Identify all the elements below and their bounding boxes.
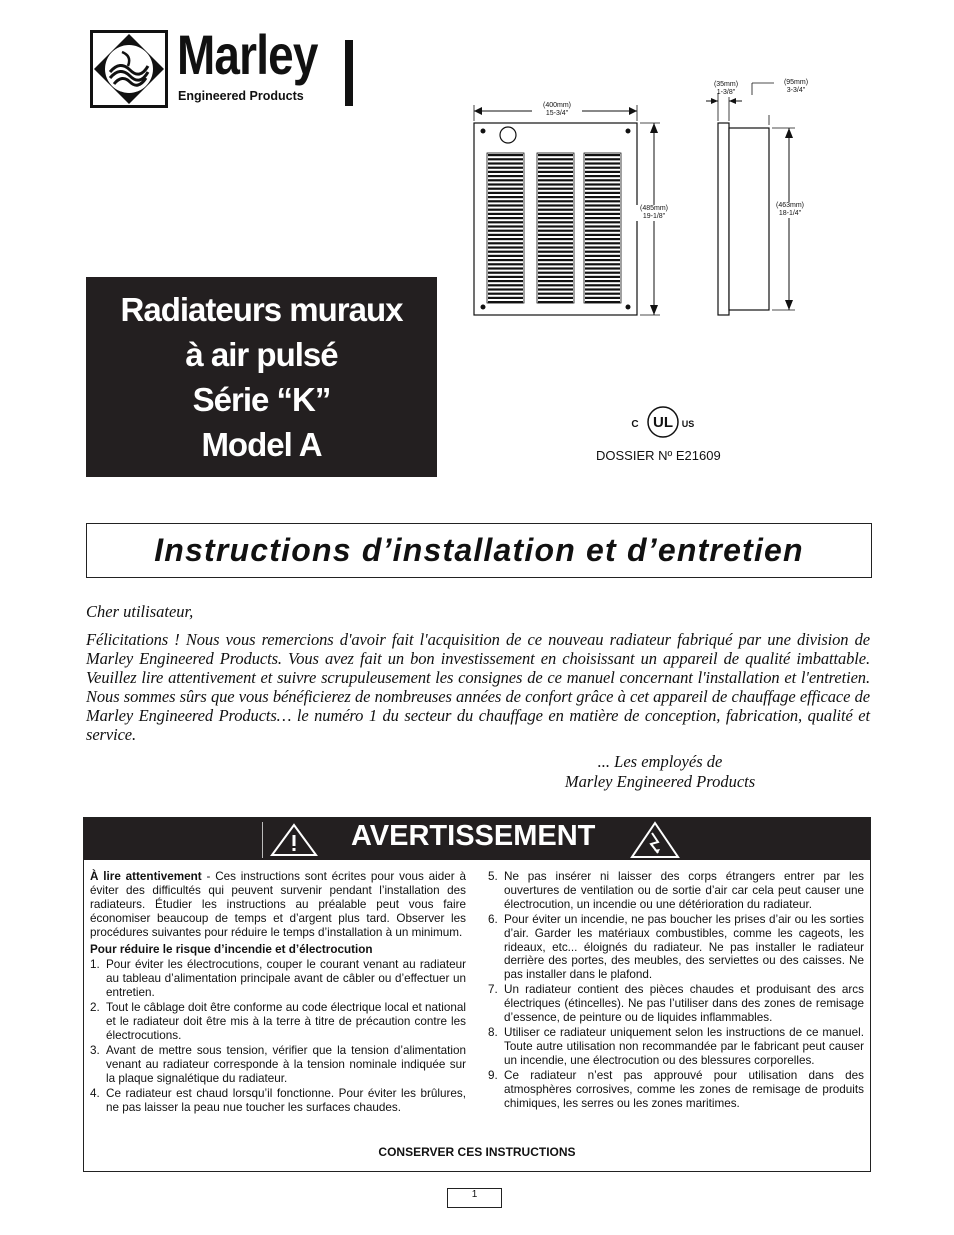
warning-title: AVERTISSEMENT <box>351 820 596 852</box>
grille-louver <box>488 293 523 295</box>
grille-louver <box>538 255 573 257</box>
grille-louver <box>538 225 573 227</box>
title-line-4: Model A <box>201 426 322 463</box>
grille-louver <box>488 167 523 169</box>
grille-louver <box>488 297 523 299</box>
grille-louver <box>585 200 620 202</box>
ul-logo-icon <box>628 402 698 442</box>
exclamation-warning-icon <box>269 822 319 858</box>
grille-louver <box>488 175 523 177</box>
side-height-dimension-label: (463mm) 18-1/4" <box>770 202 810 218</box>
front-depth-dimension-label: (35mm) 1-3/8" <box>713 81 739 96</box>
grille-louver <box>585 288 620 290</box>
grille-louver <box>538 200 573 202</box>
grille-louver <box>585 238 620 240</box>
grille-louver <box>585 301 620 303</box>
grille-louver <box>585 225 620 227</box>
grille-louver <box>488 213 523 215</box>
grille-louver <box>488 196 523 198</box>
grille-louver <box>585 213 620 215</box>
grille-louver <box>585 167 620 169</box>
letter-salutation: Cher utilisateur, <box>86 602 194 621</box>
list-item: 1. Pour éviter les électrocutions, couper le courant venant au radiateur au tableau d’alimentation principale avant de câbler ou d’effectuer un entretien. <box>90 958 466 1000</box>
grille-louver <box>488 301 523 303</box>
width-dimension-label: (400mm) 15-3/4" <box>532 102 582 118</box>
grille-louver <box>585 188 620 190</box>
grille-louver <box>538 276 573 278</box>
warning-banner <box>84 818 870 860</box>
grille-louver <box>538 192 573 194</box>
marley-logo <box>90 23 355 108</box>
warning-list-right <box>488 870 864 1110</box>
grille-louver <box>585 196 620 198</box>
height-dimension-label: (485mm) 19-1/8" <box>632 205 676 221</box>
grille-louver <box>585 204 620 206</box>
page-number: 1 <box>447 1188 502 1208</box>
grille-louver <box>538 154 573 156</box>
warning-box <box>83 817 871 1172</box>
grille-louver <box>538 217 573 219</box>
grille-louver <box>488 272 523 274</box>
grille-louver <box>585 293 620 295</box>
grille-louver <box>488 230 523 232</box>
grille-louver <box>488 192 523 194</box>
signature-line-2: Marley Engineered Products <box>564 772 756 791</box>
svg-text:UL: UL <box>653 414 673 431</box>
grille-louver <box>488 225 523 227</box>
list-item: 2. Tout le câblage doit être conforme au code électrique local et national et le radiateur doit être mis à la terre à titre de précaution contre les électrocutions. <box>90 1001 466 1042</box>
logo-brand: Marley <box>177 23 318 86</box>
grille-louver <box>488 188 523 190</box>
grille-louver <box>585 255 620 257</box>
grille-louver <box>488 246 523 248</box>
grille-louver <box>488 255 523 257</box>
grille-louver <box>585 246 620 248</box>
grille-louver <box>488 234 523 236</box>
logo-tagline: Engineered Products <box>178 89 304 103</box>
marley-emblem-icon <box>90 30 168 108</box>
grille-louver <box>538 301 573 303</box>
grille-louver <box>585 267 620 269</box>
grille-louver <box>538 213 573 215</box>
warning-right-column <box>488 870 864 1111</box>
grille-louver <box>538 280 573 282</box>
grille-louver <box>538 209 573 211</box>
grille-louver <box>538 221 573 223</box>
grille-louver <box>585 175 620 177</box>
grille-louver <box>488 217 523 219</box>
grille-louver <box>538 246 573 248</box>
grille-louver <box>585 263 620 265</box>
list-item: 8. Utiliser ce radiateur uniquement selon les instructions de ce manuel. Toute autre utilisation non recommandée par le fabricant peut causer un incendie, une électrocution ou des blessures corporelles. <box>488 1025 864 1067</box>
title-line-3: Série “K” <box>192 381 331 418</box>
grille-louver <box>585 154 620 156</box>
letter-body: Félicitations ! Nous vous remercions d'avoir fait l'acquisition de ce nouveau radiateur fabriqué par une division de Marley Engineered Products. Vous avez fait un bon investissement en choisissant un appareil de qualité imbattable. Veuillez lire attentivement et suivre scrupuleusement les consignes de ce manuel concernant l'installation et l'entretien. Nous sommes sûrs que vous bénéficierez de nombreuses années de confort grâce à cet appareil de chauffage efficace de Marley Engineered Products… le numéro 1 du secteur du chauffage en matière de conception, fabrication, qualité et service. <box>86 630 870 744</box>
grille-louver <box>488 162 523 164</box>
grille-louver <box>488 158 523 160</box>
grille-louver <box>488 221 523 223</box>
dossier-number: DOSSIER Nº E21609 <box>596 448 721 463</box>
grille-louver <box>585 192 620 194</box>
warning-left-column <box>90 870 466 1115</box>
grille-louver <box>585 179 620 181</box>
svg-text:C: C <box>631 419 639 430</box>
grille-louver <box>538 272 573 274</box>
grille-louver <box>538 234 573 236</box>
grille-louver <box>488 276 523 278</box>
grille-louver <box>585 276 620 278</box>
grille-louver <box>538 288 573 290</box>
warning-subhead: Pour réduire le risque d’incendie et d’électrocution <box>90 942 373 956</box>
list-item: 4. Ce radiateur est chaud lorsqu’il fonctionne. Pour éviter les brûlures, ne pas laisser la peau nue toucher les surfaces chaudes. <box>90 1086 466 1114</box>
grille-louver <box>538 251 573 253</box>
save-instructions-footer: CONSERVER CES INSTRUCTIONS <box>378 1145 576 1159</box>
grille-louver <box>538 204 573 206</box>
grille-louver <box>585 284 620 286</box>
grille-louver <box>488 171 523 173</box>
grille-louver <box>488 209 523 211</box>
grille-louver <box>488 238 523 240</box>
grille-louver <box>538 158 573 160</box>
grille-louver <box>585 221 620 223</box>
grille-louver <box>488 204 523 206</box>
list-item: 7. Un radiateur contient des pièces chaudes et produisant des arcs électriques (étincelles). Ne pas l’utiliser dans des zones de remisage d’essence, de peinture ou de liquides inflammables. <box>488 983 864 1025</box>
grille-louver <box>538 230 573 232</box>
grille-louver <box>538 188 573 190</box>
instructions-heading-box <box>86 523 872 578</box>
list-item: 6. Pour éviter un incendie, ne pas boucher les prises d’air ou les sorties d’air. Garder les matériaux combustibles, comme les cageots, les rideaux, etc... éloignés du radiateur. Ne pas installer le radiateur derrière des portes, des meubles, des serviettes ou des caisses. Ne pas installer dans le plafond. <box>488 912 864 982</box>
grille-louver <box>585 158 620 160</box>
grille-louver <box>538 167 573 169</box>
electric-shock-warning-icon <box>630 820 680 860</box>
list-item: 9. Ce radiateur n’est pas approuvé pour utilisation dans des atmosphères corrosives, comme les zones de remisage de produits chimiques, les serres ou les zones maritimes. <box>488 1068 864 1110</box>
grille-louver <box>488 280 523 282</box>
grille-louver <box>538 238 573 240</box>
grille-louver <box>585 280 620 282</box>
grille-louver <box>488 183 523 185</box>
list-item: 5. Ne pas insérer ni laisser des corps étrangers entrer par les ouvertures de ventilation ou de sortie d’air car cela peut causer une électrocution, un incendie ou une détérioration du radiateur. <box>488 870 864 911</box>
grille-louver <box>585 259 620 261</box>
grille-louver <box>488 154 523 156</box>
grille-louver <box>538 267 573 269</box>
grille-louver <box>585 209 620 211</box>
warning-intro: À lire attentivement - Ces instructions sont écrites pour vous aider à éviter des difficultés qui peuvent survenir pendant l’installation des radiateurs. Étudier les instructions au préalable peut vous faire économiser beaucoup de temps et d’argent plus tard. Observer les procédures suivantes pour réduire le temps d’installation à un minimum. <box>90 870 466 939</box>
grille-louver <box>488 288 523 290</box>
banner-divider <box>262 822 263 858</box>
warning-list-left <box>90 958 466 1114</box>
title-line-2: à air pulsé <box>185 336 338 373</box>
letter-signature <box>540 752 780 792</box>
instructions-heading: Instructions d’installation et d’entretien <box>154 532 804 568</box>
grille-louver <box>585 162 620 164</box>
grille-louver <box>538 263 573 265</box>
heater-dimension-drawing <box>460 75 860 335</box>
grille-louver <box>538 171 573 173</box>
logo-bar <box>345 40 353 106</box>
grille-louver <box>538 175 573 177</box>
grille-louver <box>585 272 620 274</box>
grille-louver <box>488 251 523 253</box>
grille-louver <box>538 284 573 286</box>
grille-louver <box>538 183 573 185</box>
signature-line-1: ... Les employés de <box>597 752 723 771</box>
grille-louver <box>488 179 523 181</box>
grille-louver <box>488 242 523 244</box>
grille-louver <box>585 297 620 299</box>
title-line-1: Radiateurs muraux <box>120 291 403 328</box>
total-depth-dimension-label: (95mm) 3-3/4" <box>783 79 809 94</box>
grille-louver <box>488 259 523 261</box>
grille-louver <box>538 259 573 261</box>
list-item: 3. Avant de mettre sous tension, vérifier que la tension d’alimentation venant au radiateur corresponde à la tension nominale indiquée sur la plaque signalétique du radiateur. <box>90 1043 466 1085</box>
grille-louver <box>488 267 523 269</box>
grille-louver <box>488 284 523 286</box>
grille-louver <box>538 179 573 181</box>
ul-certification-mark <box>628 402 698 442</box>
grille-louver <box>585 183 620 185</box>
grille-louver <box>585 217 620 219</box>
grille-louver <box>538 293 573 295</box>
grille-louver <box>585 230 620 232</box>
grille-louver <box>585 171 620 173</box>
grille-louver <box>538 196 573 198</box>
grille-louver <box>585 234 620 236</box>
grille-louver <box>488 200 523 202</box>
grille-louver <box>538 297 573 299</box>
grille-louver <box>538 162 573 164</box>
grille-louver <box>538 242 573 244</box>
product-title-box <box>86 277 437 477</box>
grille-louver <box>488 263 523 265</box>
grille-louver <box>585 242 620 244</box>
grille-louver <box>585 251 620 253</box>
svg-text:US: US <box>681 419 695 429</box>
